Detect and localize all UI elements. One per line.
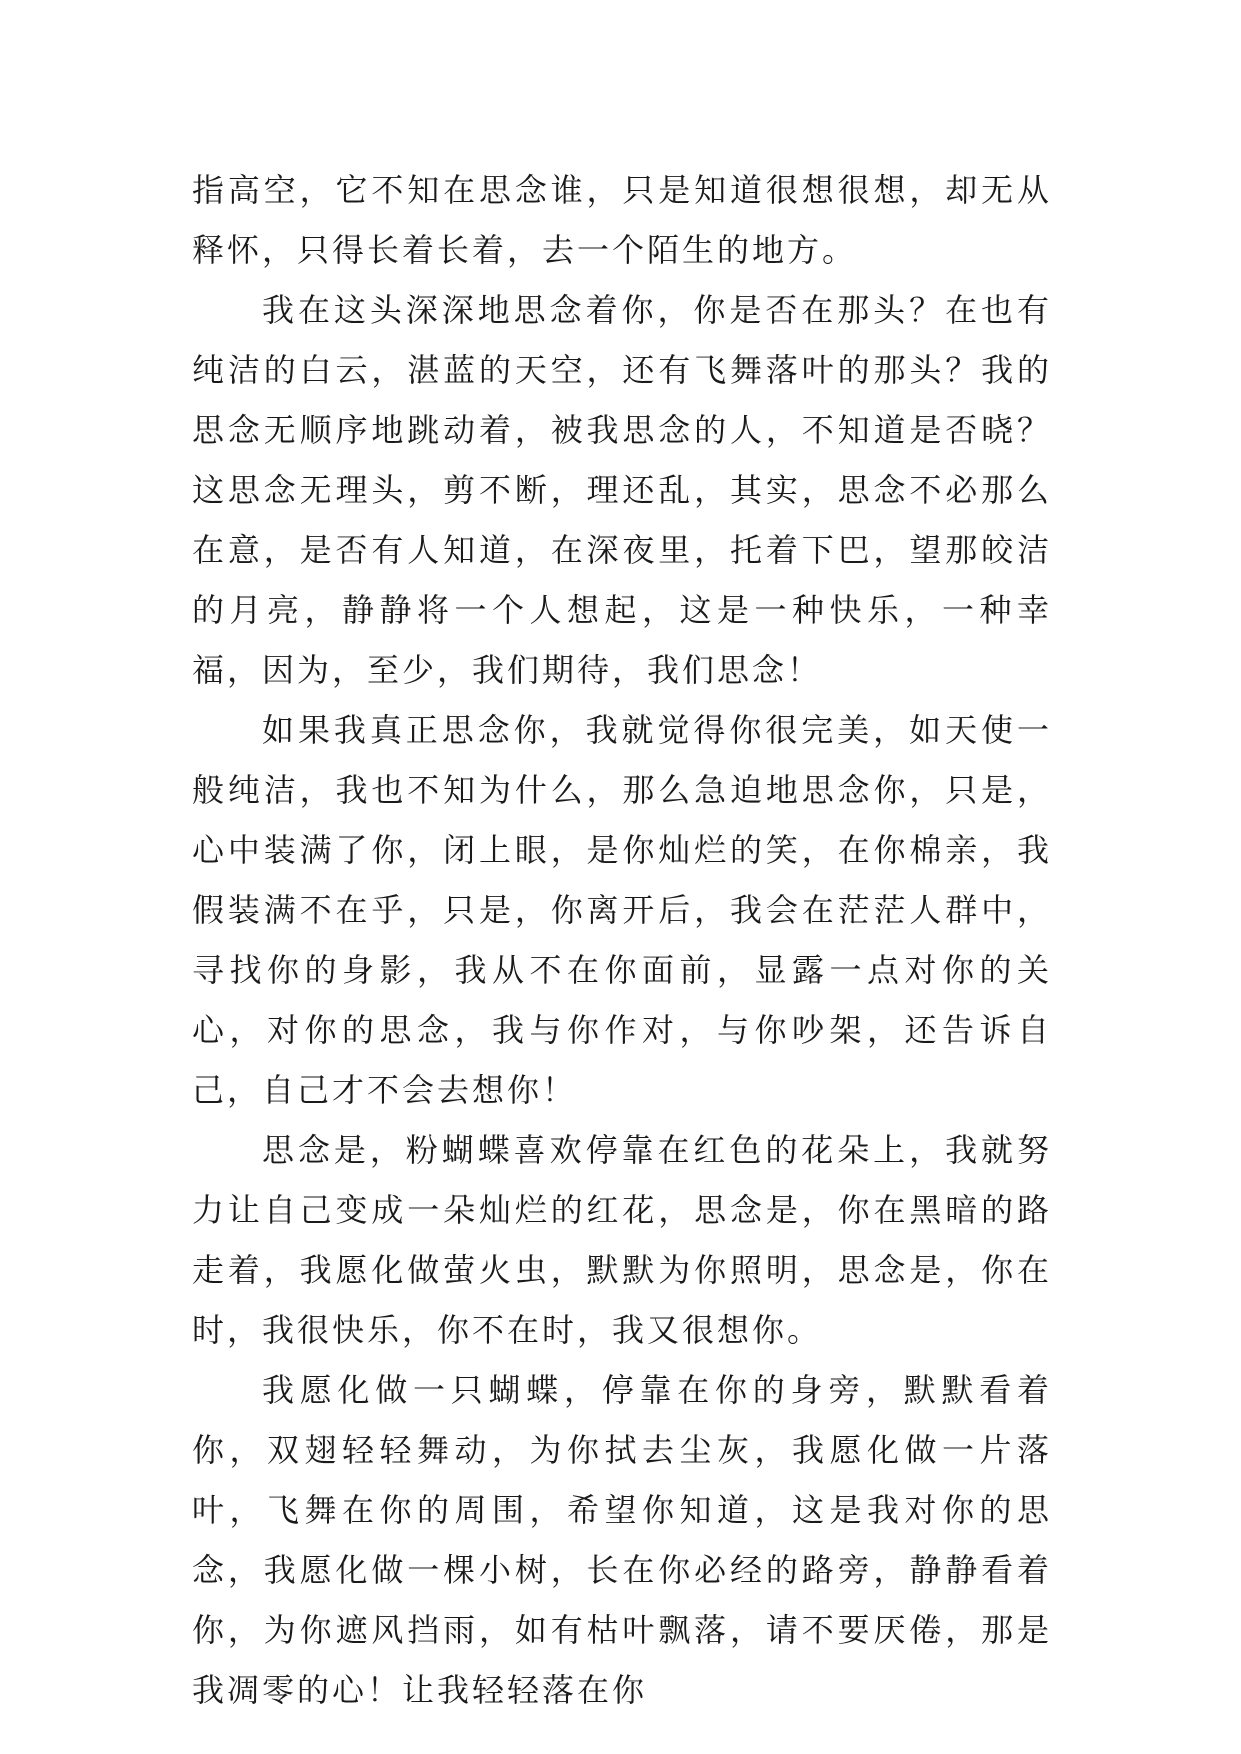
- body-text: [192, 160, 1052, 1720]
- paragraph: 思念是，粉蝴蝶喜欢停靠在红色的花朵上，我就努力让自己变成一朵灿烂的红花，思念是，你在黑暗的路走着，我愿化做萤火虫，默默为你照明，思念是，你在时，我很快乐，你不在时，我又很想你。: [192, 1131, 1052, 1349]
- paragraph: 我愿化做一只蝴蝶，停靠在你的身旁，默默看着你，双翅轻轻舞动，为你拭去尘灰，我愿化做一片落叶，飞舞在你的周围，希望你知道，这是我对你的思念，我愿化做一棵小树，长在你必经的路旁，静静看着你，为你遮风挡雨，如有枯叶飘落，请不要厌倦，那是我凋零的心！让我轻轻落在你: [192, 1371, 1052, 1709]
- paragraph: 我在这头深深地思念着你，你是否在那头？在也有纯洁的白云，湛蓝的天空，还有飞舞落叶的那头？我的思念无顺序地跳动着，被我思念的人，不知道是否晓？这思念无理头，剪不断，理还乱，其实，思念不必那么在意，是否有人知道，在深夜里，托着下巴，望那皎洁的月亮，静静将一个人想起，这是一种快乐，一种幸福，因为，至少，我们期待，我们思念！: [192, 291, 1052, 689]
- paragraph: 如果我真正思念你，我就觉得你很完美，如天使一般纯洁，我也不知为什么，那么急迫地思念你，只是，心中装满了你，闭上眼，是你灿烂的笑，在你棉亲，我假装满不在乎，只是，你离开后，我会在茫茫人群中，寻找你的身影，我从不在你面前，显露一点对你的关心，对你的思念，我与你作对，与你吵架，还告诉自己，自己才不会去想你！: [192, 711, 1052, 1109]
- paragraph-continuation: 指高空，它不知在思念谁，只是知道很想很想，却无从释怀，只得长着长着，去一个陌生的地方。: [192, 171, 1052, 269]
